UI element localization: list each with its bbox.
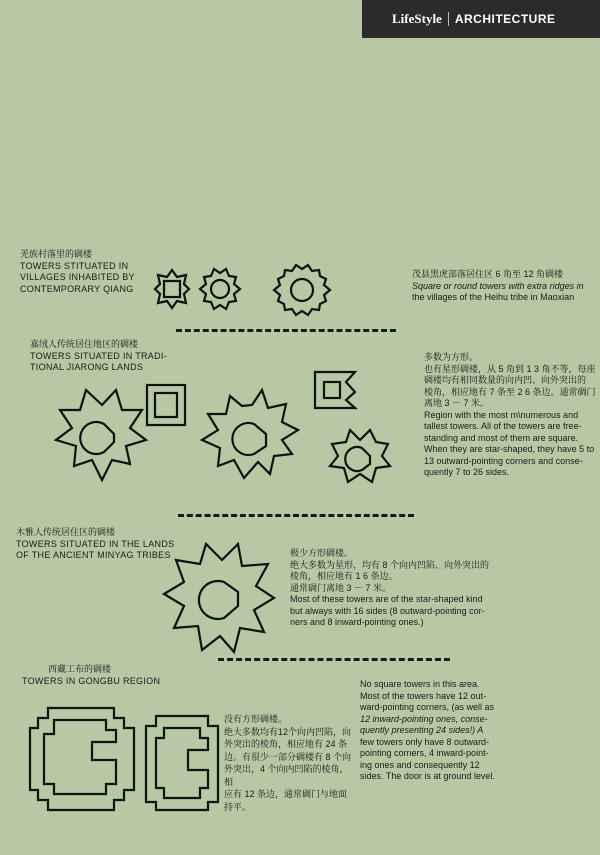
minyag-desc	[290, 548, 596, 629]
jiarong-cn: 嘉绒人传统居住地区的碉楼	[30, 339, 139, 349]
heihu-tower-round-a	[200, 269, 240, 309]
minyag-caption	[16, 527, 174, 562]
minyag-cn: 木雅人传统居住区的碉楼	[16, 527, 116, 537]
divider-1	[176, 329, 396, 332]
jiarong-en-1: TOWERS SITUATED IN TRADI-	[30, 350, 168, 361]
jiarong-tower-flag	[315, 372, 355, 408]
gongbu-cn-desc	[224, 713, 356, 813]
heihu-tower-square-inner	[164, 281, 180, 297]
jiarong-desc-cn-4: 棱角，相应地有 7 条至 2 6 条边。通常碉门	[424, 386, 596, 397]
minyag-desc-cn-3: 棱角，相应地有 1 6 条边。	[290, 571, 398, 581]
gongbu-tower-left-inner	[44, 720, 116, 794]
section-label: ARCHITECTURE	[454, 12, 556, 26]
gongbu-cn: 西藏工布的碉楼	[48, 664, 112, 674]
jiarong-tower-star-small-inner	[345, 447, 370, 471]
heihu-tower-round-b-inner	[291, 279, 313, 301]
jiarong-tower-star-large-inner	[80, 422, 114, 454]
qiang-en-2: VILLAGES INHABITED BY	[20, 272, 135, 282]
gongbu-tower-plans	[28, 706, 228, 816]
heihu-en-2: the villages of the Heihu tribe in Maoxian	[412, 292, 575, 302]
qiang-cn: 羌族村落里的碉楼	[20, 249, 93, 259]
minyag-desc-en-1: Most of these towers are of the star-shaped kind	[290, 594, 483, 604]
jiarong-desc-en-5: 13 outward-pointing corners and conse-	[424, 455, 583, 466]
jiarong-desc-cn-2: 也有星形碉楼，从 5 角到 1 3 角不等，每座	[424, 363, 596, 374]
heihu-caption	[412, 269, 584, 304]
minyag-desc-cn-1: 极少方形碉楼。	[290, 548, 354, 558]
heihu-tower-round-b	[274, 265, 330, 315]
minyag-desc-cn-2: 绝大多数为星形，均有 8 个向内凹陷、向外突出的	[290, 559, 490, 570]
brand-label: LifeStyle	[362, 12, 449, 26]
gongbu-en-desc-1: No square towers in this area.	[360, 679, 480, 689]
gongbu-en-desc-8: ing ones and consequently 12	[360, 759, 480, 770]
minyag-en-1: TOWERS SITUATED IN THE LANDS	[16, 538, 175, 549]
jiarong-desc-en-1: Region with the most m\numerous and	[424, 409, 579, 420]
qiang-en-1: TOWERS STITUATED IN	[20, 260, 129, 271]
gongbu-en-desc-5: quently presenting 24 sides!) A	[360, 725, 484, 735]
jiarong-tower-flag-inner	[324, 382, 340, 398]
gongbu-en-desc-9: sides. The door is at ground level.	[360, 771, 495, 781]
gongbu-tower-right-inner	[156, 728, 208, 798]
gongbu-en-desc-2: Most of the towers have 12 out-	[360, 690, 487, 701]
jiarong-tower-star-middle-inner	[232, 423, 266, 455]
minyag-tower-star-inner	[199, 581, 238, 619]
gongbu-cn-desc-5: 外突出，4 个向内凹陷的棱角，相	[224, 764, 349, 787]
gongbu-en-desc	[360, 679, 596, 783]
gongbu-en-desc-3: ward-pointing corners, (as well as	[360, 702, 495, 712]
jiarong-desc	[424, 352, 596, 479]
gongbu-en-desc-7: pointing corners, 4 inward-point-	[360, 748, 489, 758]
divider-2	[178, 514, 414, 517]
gongbu-en-desc-4: 12 inward-pointing ones, conse-	[360, 713, 488, 724]
gongbu-cn-desc-2: 绝大多数均有12个向内凹陷，向	[224, 726, 352, 737]
gongbu-caption	[22, 664, 160, 687]
gongbu-cn-desc-3: 外突出的棱角，相应地有 24 条	[224, 739, 348, 749]
heihu-tower-plans	[150, 264, 360, 324]
heihu-tower-square	[155, 270, 189, 308]
jiarong-tower-star-small	[330, 430, 390, 482]
jiarong-desc-en-2: tallest towers. All of the towers are free-	[424, 421, 582, 431]
gongbu-cn-desc-6: 应有 12 条边，通常碉门与地面	[224, 789, 348, 799]
heihu-en-1: Square or round towers with extra ridges in	[412, 280, 584, 291]
heihu-cn: 茂县黑虎部落居住区 6 角至 12 角碉楼	[412, 269, 564, 279]
jiarong-desc-en-6: quently 7 to 26 sides.	[424, 467, 510, 477]
minyag-desc-en-3: ners and 8 inward-pointing ones.)	[290, 617, 424, 627]
divider-3	[218, 658, 450, 661]
minyag-desc-cn-4: 通常碉门离地 3 － 7 米。	[290, 582, 392, 593]
heihu-tower-round-a-inner	[211, 280, 229, 298]
gongbu-cn-desc-7: 持平。	[224, 801, 252, 812]
gongbu-en-desc-6: few towers only have 8 outward-	[360, 736, 490, 747]
header-tab	[362, 0, 600, 38]
jiarong-tower-star-large	[56, 390, 146, 480]
gongbu-en: TOWERS IN GONGBU REGION	[22, 675, 161, 686]
qiang-en-3: CONTEMPORARY QIANG	[20, 283, 134, 294]
jiarong-tower-star-middle	[202, 390, 298, 478]
minyag-en-2: OF THE ANCIENT MINYAG TRIBES	[16, 550, 171, 560]
gongbu-cn-desc-4: 边。有很少一部分碉楼有 8 个向	[224, 751, 352, 762]
jiarong-en-2: TIONAL JIARONG LANDS	[30, 362, 144, 372]
jiarong-desc-cn-5: 离地 3 － 7 米。	[424, 398, 490, 408]
minyag-desc-en-2: but always with 16 sides (8 outward-pointing cor-	[290, 605, 485, 616]
jiarong-tower-plans	[30, 360, 420, 510]
jiarong-desc-en-3: standing and most of them are square.	[424, 432, 579, 443]
jiarong-desc-cn-3: 碉楼均有相同数量的向内凹、向外突出的	[424, 375, 587, 385]
jiarong-desc-en-4: When they are star-shaped, they have 5 to	[424, 444, 595, 454]
jiarong-tower-square	[147, 385, 185, 425]
minyag-tower-star	[164, 544, 274, 652]
qiang-caption	[20, 249, 135, 295]
jiarong-tower-square-inner	[155, 393, 177, 417]
gongbu-cn-desc-1: 没有方形碉楼。	[224, 714, 288, 724]
minyag-tower-plan	[160, 540, 290, 660]
jiarong-desc-cn-1: 多数为方形。	[424, 352, 479, 362]
